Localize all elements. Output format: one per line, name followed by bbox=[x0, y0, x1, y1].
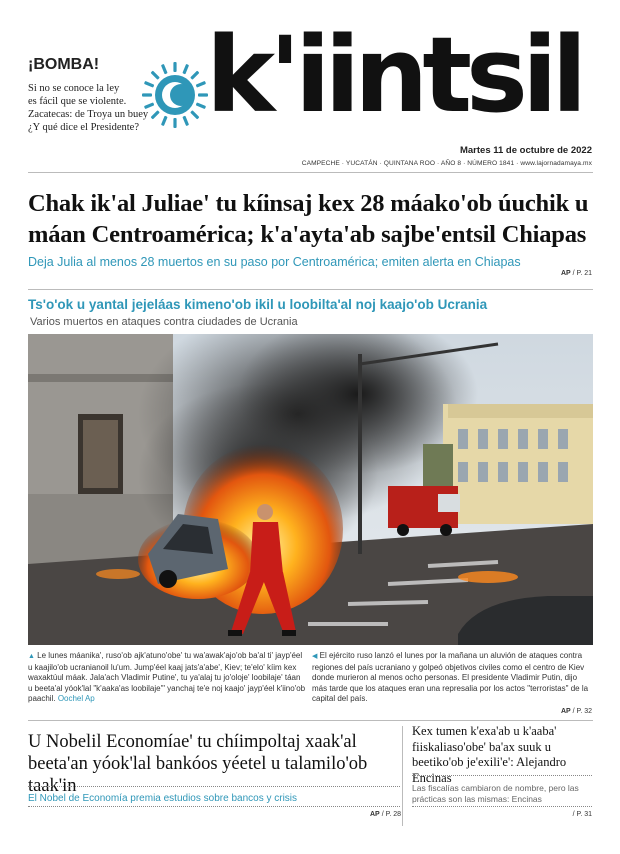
lead-headline[interactable]: Chak ik'al Juliae' tu kíinsaj kex 28 máako'ob úuchik u máan Centroamérica; k'a'ayta'ab sajbe'entsil Chiapas bbox=[28, 190, 589, 248]
nobel-credit bbox=[370, 811, 401, 818]
ukraine-credit bbox=[561, 708, 592, 715]
lead-subhead: Deja Julia al menos 28 muertos en su paso por Centroamérica; emiten alerta en Chiapas bbox=[28, 255, 521, 269]
divider bbox=[412, 806, 592, 807]
triangle-up-icon: ▲ bbox=[28, 653, 35, 660]
triangle-left-icon: ◀ bbox=[312, 653, 318, 660]
teaser-verse bbox=[28, 82, 148, 134]
caption-es bbox=[312, 651, 592, 705]
caption-maya bbox=[28, 651, 306, 705]
caption-es-text: El ejército ruso lanzó el lunes por la mañana un aluvión de ataques contra regiones del país ucraniano y golpeó objetivos civiles como el centro de Kiev donde murieron al menos ocho personas. El presidente Vladimir Putin, dijo más tarde que los ataques eran una represalia por los actos "terroristas" de la capital del país. bbox=[312, 651, 589, 703]
credit-page: / P. 32 bbox=[572, 708, 592, 715]
credit-source: AP bbox=[560, 270, 571, 277]
teaser-line: ¿Y qué dice el Presidente? bbox=[28, 122, 139, 133]
divider bbox=[28, 786, 400, 787]
ukraine-headline[interactable]: Ts'o'ok u yantal jejeláas kimeno'ob ikil u loobilta'al noj kaajo'ob Ucrania bbox=[28, 297, 488, 312]
nobel-subhead: El Nobel de Economía premia estudios sobre bancos y crisis bbox=[28, 793, 298, 804]
credit-source: AP bbox=[370, 811, 380, 818]
caption-maya-text: Le lunes máanika', ruso'ob ajk'atuno'obe' tu wa'awak'ajo'ob ba'al ti' jayp'éel u kaajilo'ob ucranianoil lu'um. Jump'éel kaaj jats'a'abe', Kiev; te'elo' kíim kex waxaktúul máak. Jala'ach Vladimir Putine', tu ya'alaj tu jo'oloje' loobilaje' táan u beeta'al yóok'lal "k'aaka'as loobilaje'" yanchaj te'e noj kaajo' jayp'éel k'iino'ob paachil. bbox=[28, 651, 306, 703]
teaser-line: Zacatecas: de Troya un buey bbox=[28, 109, 149, 120]
masthead-title: k'iintsil bbox=[206, 14, 582, 136]
divider bbox=[28, 806, 400, 807]
teaser-line: Si no se conoce la ley bbox=[28, 83, 120, 94]
sun-logo-icon bbox=[140, 60, 210, 130]
divider bbox=[412, 775, 592, 776]
column-divider bbox=[402, 726, 403, 826]
lead-credit bbox=[561, 270, 592, 277]
issue-info: CAMPECHE · YUCATÁN · QUINTANA ROO · AÑO 8 · NÚMERO 1841 · www.lajornadamaya.mx bbox=[301, 160, 592, 167]
credit-page: / P. 28 bbox=[381, 811, 402, 818]
nobel-headline[interactable]: U Nobelil Economíae' tu chíimpoltaj xaak'al beeta'an yóok'lal bankóos yéetel u talamilo'ob taak'in bbox=[28, 732, 368, 796]
divider bbox=[28, 720, 593, 721]
credit-source: AP bbox=[560, 708, 571, 715]
teaser-line: es fácil que se violente. bbox=[28, 96, 127, 107]
fiscalias-credit: / P. 31 bbox=[572, 811, 592, 818]
ukraine-subhead: Varios muertos en ataques contra ciudades de Ucrania bbox=[30, 316, 298, 328]
fiscalias-subhead: Las fiscalías cambiaron de nombre, pero las prácticas son las mismas: Encinas bbox=[412, 783, 579, 804]
issue-date: Martes 11 de octubre de 2022 bbox=[459, 145, 592, 156]
credit-page: / P. 21 bbox=[572, 270, 592, 277]
divider bbox=[28, 172, 593, 173]
photo-credit: Oochel Ap bbox=[57, 694, 95, 703]
fiscalias-headline[interactable]: Kex tumen k'exa'ab u k'aaba' fiiskaliaso'obe' ba'ax suuk u beetiko'ob je'exili'e': Alejandro Encinas bbox=[412, 724, 567, 785]
teaser-title: ¡BOMBA! bbox=[28, 56, 100, 73]
news-photo bbox=[28, 334, 593, 645]
divider bbox=[28, 289, 593, 290]
explosion-scene-image bbox=[28, 334, 593, 645]
